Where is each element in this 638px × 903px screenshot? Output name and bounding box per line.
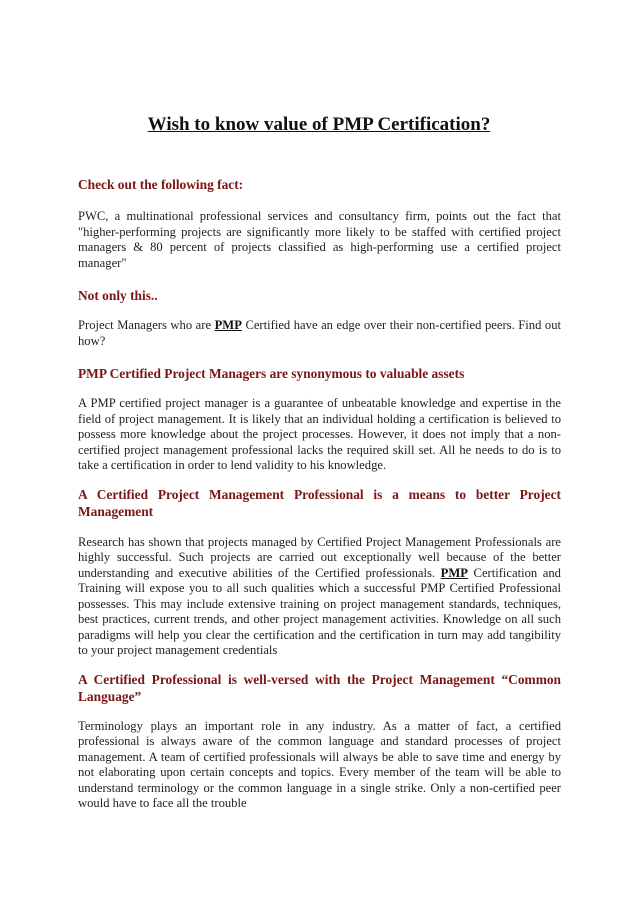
section-paragraph-research bbox=[78, 535, 561, 659]
section-paragraph-terminology: Terminology plays an important role in any industry. As a matter of fact, a certified professional is always aware of the common language and standard processes of project management. A team of certified professionals will always be able to save time and energy by not elaborating upon certain concepts and topics. Every member of the team will be able to understand terminology or the common language in a single strike. Only a non-certified peer would have to face all the trouble bbox=[78, 718, 561, 810]
page-title: Wish to know value of PMP Certification? bbox=[147, 114, 491, 135]
paragraph-text: Research has shown that projects managed by Certified Project Management Professionals are highly successful. Such projects are carried out exceptionally well because of the better understanding and executive abilities of the Certified professionals. bbox=[78, 534, 561, 580]
section-paragraph-edge bbox=[78, 318, 561, 349]
document-body bbox=[78, 176, 561, 812]
paragraph-text: Certified have an edge over their non-certified peers. Find out how? bbox=[78, 318, 562, 348]
section-paragraph-fact: PWC, a multinational professional services and consultancy firm, points out the fact that "higher-performing projects are significantly more likely to be staffed with certified project managers & 80 percent of projects classified as high-performing use a certified project manager" bbox=[78, 209, 561, 270]
paragraph-text: Certification and Training will expose you to all such qualities which a successful PMP Certified Professional possesses. This may include extensive training on project management standards, techniques, best practices, current trends, and other project management activities. Knowledge on all such paradigms will help you clear the certification and the certification in turn may add tangibility to your project management credentials bbox=[78, 565, 561, 657]
section-heading-better-pm: A Certified Project Management Professional is a means to better Project Management bbox=[78, 486, 561, 519]
pmp-link[interactable]: PMP bbox=[214, 318, 242, 332]
section-paragraph-assets: A PMP certified project manager is a guarantee of unbeatable knowledge and expertise in the field of project management. It is likely that an individual holding a certification is believed to possess more knowledge about the project processes. However, it does not imply that a non-certified project management professional lacks the required skill set. All he needs to do is to take a certification in order to lend validity to his knowledge. bbox=[78, 396, 561, 472]
section-heading-common-language: A Certified Professional is well-versed with the Project Management “Common Language” bbox=[78, 671, 561, 704]
section-heading-not-only: Not only this.. bbox=[78, 288, 158, 303]
pmp-link[interactable]: PMP bbox=[440, 565, 468, 580]
section-heading-fact: Check out the following fact: bbox=[78, 177, 244, 192]
paragraph-text: Project Managers who are bbox=[78, 318, 215, 332]
section-heading-assets: PMP Certified Project Managers are synonymous to valuable assets bbox=[78, 366, 465, 381]
